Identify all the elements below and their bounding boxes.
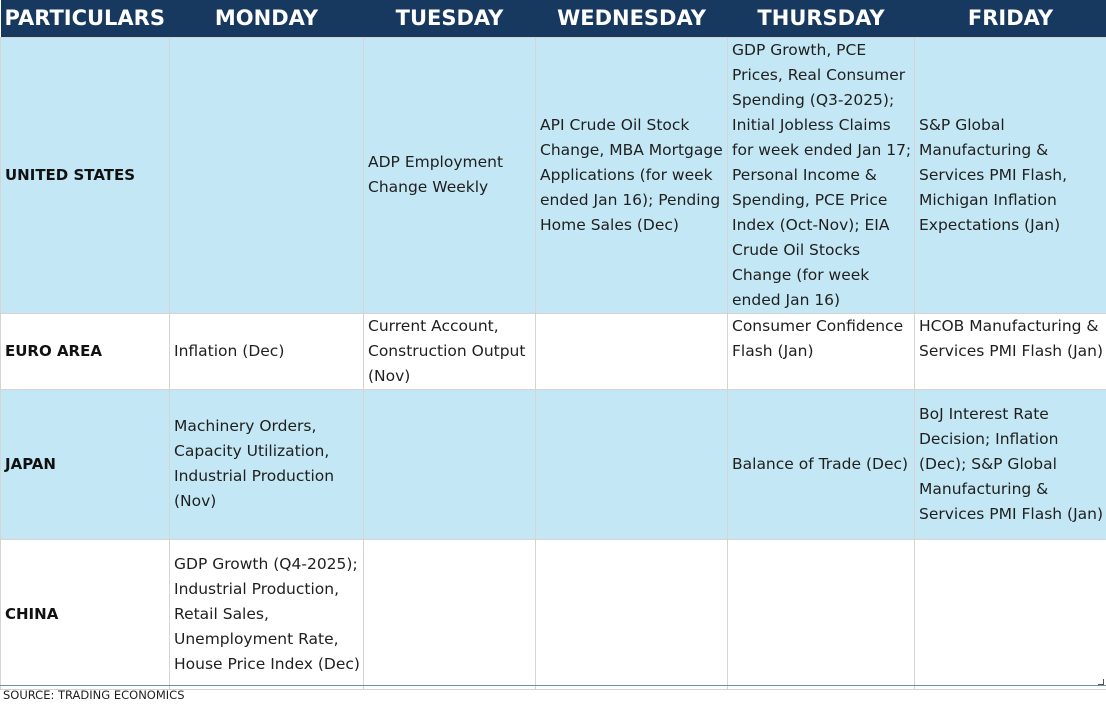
thursday-cell[interactable]: Balance of Trade (Dec) xyxy=(728,389,915,539)
source-note: SOURCE: TRADING ECONOMICS xyxy=(3,688,185,702)
tuesday-cell[interactable]: Current Account, Construction Output (Nov) xyxy=(364,313,536,389)
resize-handle-icon[interactable] xyxy=(1098,679,1104,685)
wednesday-cell[interactable] xyxy=(536,389,728,539)
friday-cell[interactable] xyxy=(915,539,1106,689)
region-cell[interactable]: JAPAN xyxy=(1,389,170,539)
table-row-china xyxy=(1,539,1106,689)
tuesday-cell[interactable]: ADP Employment Change Weekly xyxy=(364,37,536,313)
table-bottom-border xyxy=(0,685,1106,686)
friday-cell[interactable]: S&P Global Manufacturing & Services PMI Flash, Michigan Inflation Expectations (Jan) xyxy=(915,37,1106,313)
header-monday[interactable]: MONDAY xyxy=(170,0,364,37)
region-cell[interactable]: UNITED STATES xyxy=(1,37,170,313)
monday-cell[interactable] xyxy=(170,37,364,313)
header-particulars[interactable]: PARTICULARS xyxy=(1,0,170,37)
wednesday-cell[interactable] xyxy=(536,539,728,689)
header-friday[interactable]: FRIDAY xyxy=(915,0,1106,37)
thursday-cell[interactable]: GDP Growth, PCE Prices, Real Consumer Spending (Q3-2025); Initial Jobless Claims for week ended Jan 17; Personal Income & Spending, PCE Price Index (Oct-Nov); EIA Crude Oil Stocks Change (for week ended Jan 16) xyxy=(728,37,915,313)
wednesday-cell[interactable]: API Crude Oil Stock Change, MBA Mortgage Applications (for week ended Jan 16); Pending Home Sales (Dec) xyxy=(536,37,728,313)
header-thursday[interactable]: THURSDAY xyxy=(728,0,915,37)
tuesday-cell[interactable] xyxy=(364,539,536,689)
monday-cell[interactable]: GDP Growth (Q4-2025); Industrial Production, Retail Sales, Unemployment Rate, House Price Index (Dec) xyxy=(170,539,364,689)
region-cell[interactable]: CHINA xyxy=(1,539,170,689)
friday-cell[interactable]: BoJ Interest Rate Decision; Inflation (Dec); S&P Global Manufacturing & Services PMI Flash (Jan) xyxy=(915,389,1106,539)
header-wednesday[interactable]: WEDNESDAY xyxy=(536,0,728,37)
monday-cell[interactable]: Inflation (Dec) xyxy=(170,313,364,389)
header-tuesday[interactable]: TUESDAY xyxy=(364,0,536,37)
wednesday-cell[interactable] xyxy=(536,313,728,389)
table-row-japan xyxy=(1,389,1106,539)
tuesday-cell[interactable] xyxy=(364,389,536,539)
region-cell[interactable]: EURO AREA xyxy=(1,313,170,389)
thursday-cell[interactable]: Consumer Confidence Flash (Jan) xyxy=(728,313,915,389)
table-row-united-states xyxy=(1,37,1106,313)
friday-cell[interactable]: HCOB Manufacturing & Services PMI Flash (Jan) xyxy=(915,313,1106,389)
thursday-cell[interactable] xyxy=(728,539,915,689)
header-row xyxy=(1,0,1106,37)
table-row-euro-area xyxy=(1,313,1106,389)
monday-cell[interactable]: Machinery Orders, Capacity Utilization, Industrial Production (Nov) xyxy=(170,389,364,539)
